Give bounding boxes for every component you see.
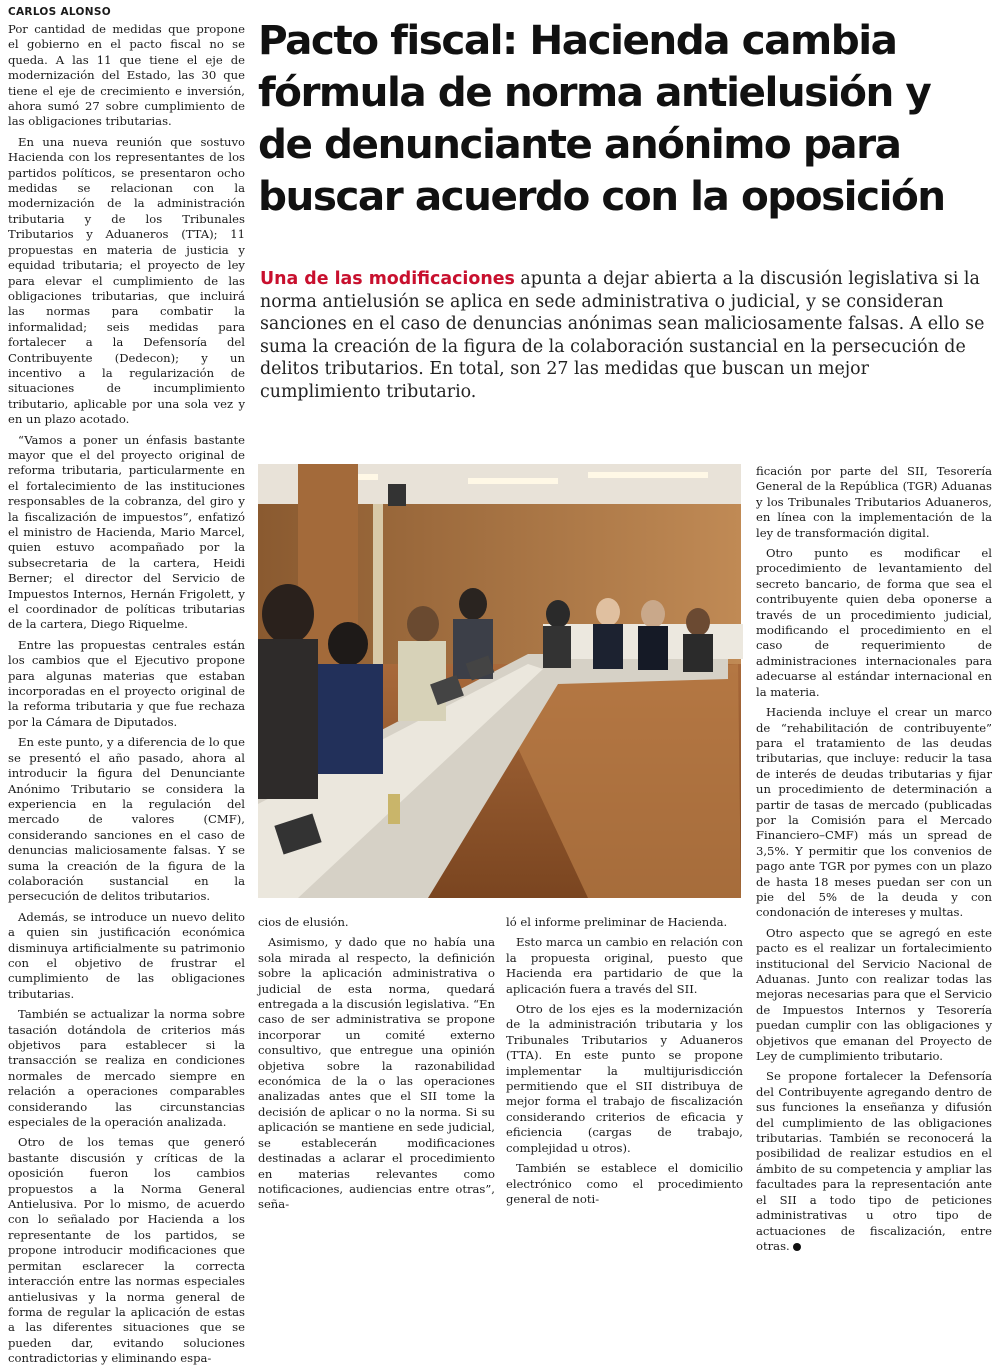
paragraph: Otro de los temas que generó bastante discusión y críticas de la oposición fueron los cambios propuestos a la Norma General Antielusiva. Por lo mismo, de acuerdo con lo señalado por Hacienda a los representante de los partidos, se propone introducir modificaciones que permitan esclarecer la correcta interacción entre las normas especiales antielusivas y la norma general de forma de regular la aplicación de estas a las diferentes situaciones que se pueden dar, evitando soluciones contradictorias y eliminando espa-: [8, 1135, 245, 1366]
article-column-4: [756, 464, 992, 1253]
article-column-2: [258, 915, 495, 1212]
paragraph: Otro de los ejes es la modernización de la administración tributaria y los Tribunales Tributarios y Aduaneros (TTA). En este punto se propone implementar la multijurisdicción permitiendo que el SII distribuya de mejor forma el trabajo de fiscalización considerando criterios de eficacia y eficiencia (cargas de trabajo, complejidad u otros).: [506, 1002, 743, 1155]
paragraph: Esto marca un cambio en relación con la propuesta original, puesto que Hacienda era partidario de que la aplicación fuera a través del SII.: [506, 935, 743, 996]
paragraph: En este punto, y a diferencia de lo que se presentó el año pasado, ahora al introducir la figura del Denunciante Anónimo Tributario se considera la experiencia en la regulación del mercado de valores (CMF), considerando sanciones en el caso de denuncias maliciosamente falsas. Y se suma la creación de la figura de la colaboración sustancial en la persecución de delitos tributarios.: [8, 735, 245, 904]
paragraph: Otro aspecto que se agregó en este pacto es el realizar un fortalecimiento institucional del Servicio Nacional de Aduanas. Junto con realizar todas las mejoras necesarias para que el Servicio de Impuestos Internos y Tesorería puedan cumplir con las obligaciones y objetivos que emanan del Proyecto de Ley de cumplimiento tributario.: [756, 925, 992, 1064]
author-byline: CARLOS ALONSO: [8, 6, 111, 18]
meeting-photo-illustration: [258, 464, 741, 898]
paragraph-last: [756, 1069, 992, 1254]
paragraph: Entre las propuestas centrales están los cambios que el Ejecutivo propone para algunas materias que estaban incorporadas en el proyecto original de la reforma tributaria y que fue rechaza por la Cámara de Diputados.: [8, 637, 245, 729]
paragraph: “Vamos a poner un énfasis bastante mayor que el del proyecto original de reforma tributaria, particularmente en el fortalecimiento de las instituciones responsables de la cobranza, del giro y la fiscalización de impuestos”, enfatizó el ministro de Hacienda, Mario Marcel, quien estuvo acompañado por la subsecretaria de la cartera, Heidi Berner; el director del Servicio de Impuestos Internos, Hernán Frigolett, y el coordinador de políticas tributarias de la cartera, Diego Riquelme.: [8, 432, 245, 632]
lead-text: apunta a dejar abierta a la discusión legislativa si la norma antielusión se aplica en sede administrativa o judicial, y se consideran sanciones en el caso de denuncias anónimas sean maliciosamente falsas. A ello se suma la creación de la figura de la colaboración sustancial en la persecución de delitos tributarios. En total, son 27 las medidas que buscan un mejor cumplimiento tributario.: [260, 269, 985, 402]
paragraph: También se establece el domicilio electrónico como el procedimiento general de noti-: [506, 1161, 743, 1206]
paragraph: Hacienda incluye el crear un marco de “rehabilitación de contribuyente” para el tratamiento de las deudas tributarias, que incluye: reducir la tasa de interés de deudas tributarias y fijar un procedimiento de determinación a partir de tasas de mercado (publicadas por la Comisión para el Mercado Financiero–CMF) más un spread de 3,5%. Y permitir que los convenios de pago ante TGR por pymes con un plazo de hasta 18 meses puedan ser con un pie del 5% de la deuda y con condonación de intereses y multas.: [756, 705, 992, 920]
lead-paragraph: [260, 268, 985, 404]
paragraph: ló el informe preliminar de Hacienda.: [506, 915, 728, 929]
meeting-photo: [258, 464, 741, 898]
paragraph: Otro punto es modificar el procedimiento de levantamiento del secreto bancario, de forma que sea el contribuyente quien deba oponerse a través de un procedimiento judicial, modificando el procedimiento en el caso de requerimiento de administraciones internacionales para adecuarse al estándar internacional en la materia.: [756, 546, 992, 699]
lead-highlight: Una de las modificaciones: [260, 269, 515, 289]
paragraph: cios de elusión.: [258, 915, 349, 929]
paragraph: Por cantidad de medidas que propone el gobierno en el pacto fiscal no se queda. A las 11 que tiene el eje de modernización del Estado, las 30 que tiene el eje de crecimiento e inversión, ahora sumó 27 sobre cumplimiento de las obligaciones tributarias.: [8, 22, 245, 129]
article-column-3: [506, 915, 743, 1206]
end-of-article-icon: [793, 1243, 801, 1251]
paragraph: ficación por parte del SII, Tesorería General de la República (TGR) Aduanas y los Tribunales Tributarios Aduaneros, en línea con la implementación de la ley de transformación digital.: [756, 464, 992, 540]
paragraph: También se actualizar la norma sobre tasación dotándola de criterios más objetivos para establecer si la transacción se realiza en condiciones normales de mercado siempre en relación a operaciones comparables considerando las circunstancias especiales de la operación analizada.: [8, 1007, 245, 1130]
article-column-1: [8, 22, 245, 1366]
paragraph: En una nueva reunión que sostuvo Hacienda con los representantes de los partidos políticos, se presentaron ocho medidas se relacionan con la modernización de la administración tributaria y de los Tribunales Tributarios y Aduaneros (TTA); 11 propuestas en materia de justicia y equidad tributaria; el proyecto de ley para elevar el cumplimiento de las obligaciones tributarias, que incluirá las normas para combatir la informalidad; seis medidas para fortalecer a la Defensoría del Contribuyente (Dedecon); y un incentivo a la regularización de situaciones de incumplimiento tributario, aplicable por una sola vez y en un plazo acotado.: [8, 134, 245, 427]
paragraph-text: Se propone fortalecer la Defensoría del Contribuyente agregando dentro de sus funciones la enseñanza y difusión del cumplimiento de las obligaciones tributarias. También se reconocerá la posibilidad de realizar estudios en el ámbito de su competencia y ampliar las facultades para la representación ante el SII a todo tipo de peticiones administrativas u otro tipo de actuaciones de fiscalización, entre otras.: [756, 1069, 992, 1253]
paragraph: Asimismo, y dado que no había una sola mirada al respecto, la definición sobre la aplicación administrativa o judicial de esta norma, quedará entregada a la discusión legislativa. “En caso de ser administrativa se propone incorporar un comité externo consultivo, que entregue una opinión objetiva sobre la razonabilidad económica de la o las operaciones analizadas antes que el SII tome la decisión de aplicar o no la norma. Si su aplicación se mantiene en sede judicial, se establecerán modificaciones destinadas a aclarar el procedimiento en materias relevantes como notificaciones, audiencias entre otras”, seña-: [258, 935, 495, 1212]
headline: Pacto fiscal: Hacienda cambia fórmula de norma antielusión y de denunciante anónimo para buscar acuerdo con la oposición: [258, 16, 945, 220]
paragraph: Además, se introduce un nuevo delito a quien sin justificación económica disminuya artificialmente su patrimonio con el objetivo de frustrar el cumplimiento de las obligaciones tributarias.: [8, 909, 245, 1001]
